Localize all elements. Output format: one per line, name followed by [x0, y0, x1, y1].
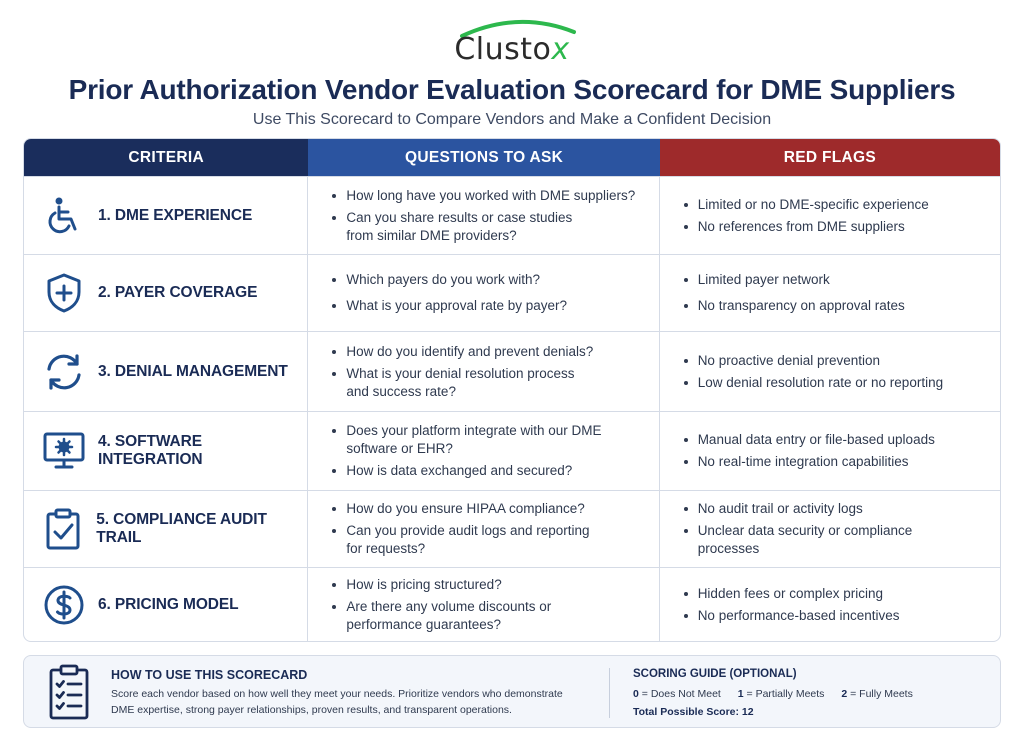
checklist-icon: [48, 663, 90, 726]
score-value: 1: [737, 688, 744, 700]
red-flags-cell: [660, 332, 1000, 411]
criteria-cell: [24, 177, 308, 254]
criteria-cell: [24, 491, 308, 567]
shield-plus-icon: [42, 271, 86, 315]
table-row: [24, 411, 1000, 490]
brand-logo: [0, 14, 1024, 70]
criteria-cell: [24, 255, 308, 331]
footer-divider: [609, 668, 610, 718]
score-label: = Partially Meets: [746, 688, 825, 700]
question-item: How is pricing structured?: [332, 576, 658, 594]
question-item: Does your platform integrate with our DME software or EHR?: [332, 422, 602, 458]
page-title: Prior Authorization Vendor Evaluation Scorecard for DME Suppliers: [68, 74, 956, 105]
red-flag-item: Hidden fees or complex pricing: [684, 585, 1000, 603]
table-row: [24, 176, 1000, 254]
red-flags-cell: [660, 412, 1000, 490]
red-flag-item: Limited payer network: [684, 271, 1000, 289]
question-item: Are there any volume discounts or performance guarantees?: [332, 598, 592, 634]
question-item: What is your approval rate by payer?: [332, 297, 658, 315]
column-header-criteria: CRITERIA: [24, 139, 308, 176]
score-label: = Fully Meets: [850, 688, 913, 700]
table-header: [24, 139, 1000, 176]
score-value: 2: [841, 688, 848, 700]
criterion-label: 2. PAYER COVERAGE: [98, 284, 258, 301]
questions-cell: [308, 255, 659, 331]
questions-cell: [308, 332, 659, 411]
red-flag-item: No proactive denial prevention: [684, 352, 1000, 370]
question-item: How do you identify and prevent denials?: [332, 343, 658, 361]
column-header-questions: QUESTIONS TO ASK: [308, 139, 659, 176]
red-flags-cell: [660, 255, 1000, 331]
criterion-label: 6. PRICING MODEL: [98, 595, 239, 613]
scorecard-footer: [23, 655, 1001, 728]
score-value: 0: [633, 688, 639, 700]
how-to-use-title: HOW TO USE THIS SCORECARD: [111, 668, 308, 682]
question-item: How is data exchanged and secured?: [332, 462, 658, 480]
question-item: How do you ensure HIPAA compliance?: [332, 500, 658, 518]
table-row: [24, 331, 1000, 411]
total-score: Total Possible Score: 12: [633, 706, 754, 718]
dollar-circle-icon: [42, 583, 86, 627]
red-flag-item: No audit trail or activity logs: [684, 500, 1000, 518]
red-flags-cell: [660, 568, 1000, 641]
red-flag-item: No references from DME suppliers: [684, 218, 1000, 236]
criteria-cell: [24, 568, 308, 641]
red-flag-item: Unclear data security or compliance processes: [684, 522, 944, 558]
column-header-red-flags: RED FLAGS: [660, 139, 1000, 176]
criterion-label: 5. COMPLIANCE AUDIT TRAIL: [96, 511, 267, 546]
red-flags-cell: [660, 177, 1000, 254]
criterion-label: 1. DME EXPERIENCE: [98, 206, 253, 224]
table-row: [24, 567, 1000, 641]
refresh-cycle-icon: [42, 350, 86, 394]
red-flag-item: Limited or no DME-specific experience: [684, 196, 1000, 214]
question-item: How long have you worked with DME suppliers?: [332, 187, 658, 205]
questions-cell: [308, 177, 659, 254]
criterion-label: 3. DENIAL MANAGEMENT: [98, 362, 288, 380]
monitor-gear-icon: [42, 429, 86, 473]
wheelchair-icon: [42, 194, 86, 238]
questions-cell: [308, 568, 659, 641]
red-flag-item: Manual data entry or file-based uploads: [684, 431, 1000, 449]
question-item: Can you share results or case studies from similar DME providers?: [332, 209, 602, 245]
red-flag-item: No transparency on approval rates: [684, 297, 1000, 315]
clipboard-check-icon: [42, 507, 84, 551]
red-flag-item: Low denial resolution rate or no reporting: [684, 374, 1000, 392]
criterion-label: 4. SOFTWARE INTEGRATION: [98, 433, 203, 468]
page-subtitle: Use This Scorecard to Compare Vendors and Make a Confident Decision: [252, 111, 772, 128]
red-flags-cell: [660, 491, 1000, 567]
scoring-guide-title: SCORING GUIDE (OPTIONAL): [633, 668, 797, 680]
question-item: Can you provide audit logs and reporting for requests?: [332, 522, 592, 558]
criteria-cell: [24, 412, 308, 490]
questions-cell: [308, 412, 659, 490]
table-row: [24, 490, 1000, 567]
scoring-scale: [633, 688, 913, 700]
questions-cell: [308, 491, 659, 567]
question-item: What is your denial resolution process and success rate?: [332, 365, 592, 401]
logo-wordmark: Clustox: [454, 32, 570, 67]
criteria-cell: [24, 332, 308, 411]
how-to-use-body: Score each vendor based on how well they meet your needs. Prioritize vendors who demonstrate DME expertise, strong payer relationships, proven results, and transparent operations.: [111, 688, 563, 716]
table-row: [24, 254, 1000, 331]
scorecard-table: [23, 138, 1001, 642]
red-flag-item: No performance-based incentives: [684, 607, 1000, 625]
score-label: = Does Not Meet: [641, 688, 721, 700]
red-flag-item: No real-time integration capabilities: [684, 453, 1000, 471]
question-item: Which payers do you work with?: [332, 271, 658, 289]
